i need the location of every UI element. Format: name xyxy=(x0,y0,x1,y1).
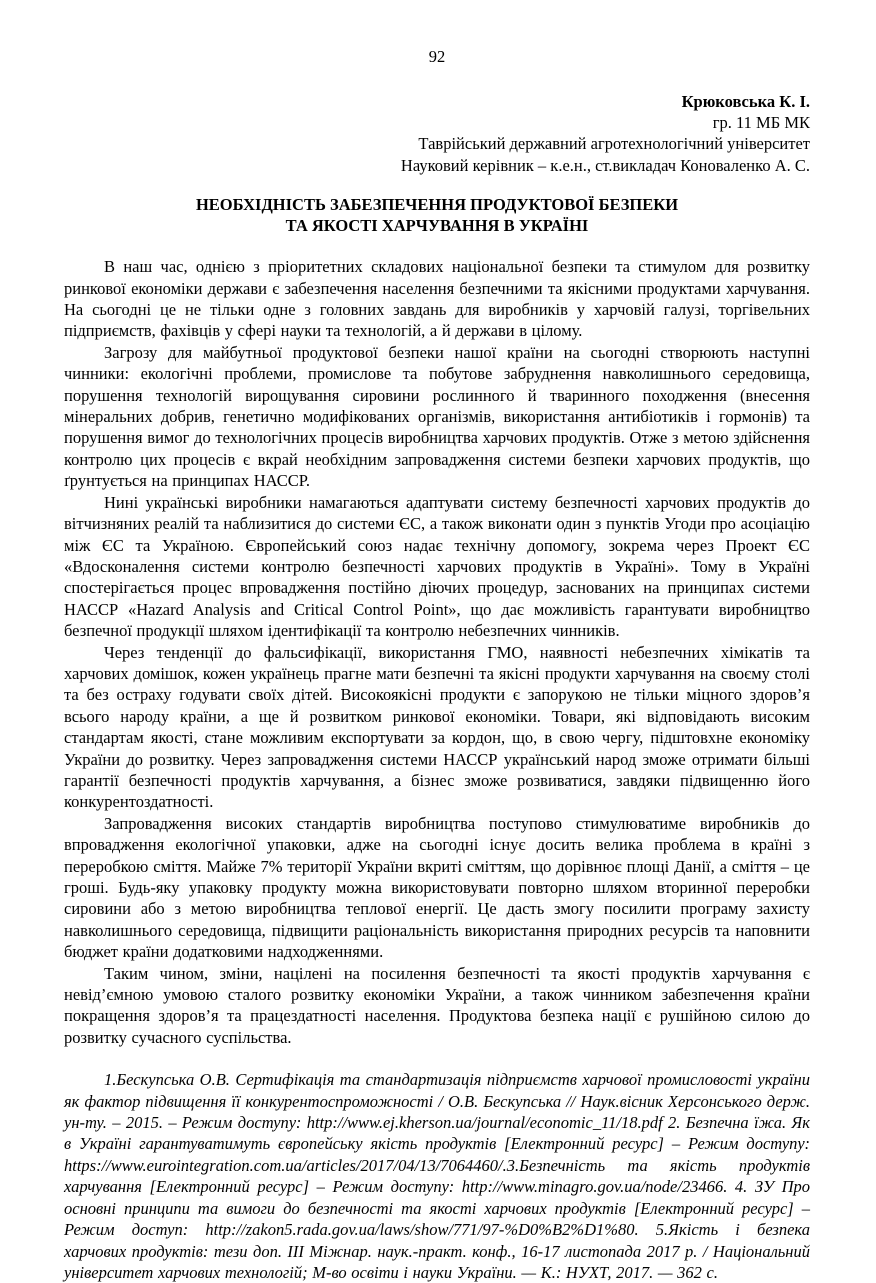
body-paragraph: Таким чином, зміни, націлені на посилення безпечності та якості продуктів харчування є невід’ємною умовою сталого розвитку економіки України, а також чинником забезпечення країни покращення здоров’я та працездатності населення. Продуктова безпека нації є рушійною силою до розвитку сучасного суспільства. xyxy=(64,963,810,1047)
body-paragraph: Запровадження високих стандартів виробництва поступово стимулюватиме виробників до впровадження екологічної упаковки, адже на сьогодні існує досить велика проблема в країні з переробкою сміття. Майже 7% території України вкриті сміттям, що дорівнює площі Данії, а сміття – це гроші. Будь-яку упаковку продукту можна використовувати повторно шляхом вторинної переробки сировини або з метою виробництва теплової енергії. Це дасть змогу посилити програму захисту навколишнього середовища, підвищити раціональність використання природних ресурсів та наповнити бюджет країни додатковими надходженнями. xyxy=(64,813,810,962)
paper-body xyxy=(64,256,810,1283)
body-paragraph: В наш час, однією з пріоритетних складових національної безпеки та стимулом для розвитку ринкової економіки держави є забезпечення населення безпечними та якісними продуктами харчування. На сьогодні це не тільки одне з головних завдань для виробників у харчовій галузі, торгівельних підприємств, фахівців у сфері науки та технологій, а й держави в цілому. xyxy=(64,257,810,341)
body-paragraph: Нині українські виробники намагаються адаптувати систему безпечності харчових продуктів до вітчизняних реалій та наблизитися до системи ЄС, а також виконати один з пунктів Угоди про асоціацію між ЄС та Україною. Європейський союз надає технічну допомогу, зокрема через Проект ЄС «Вдосконалення системи контролю безпечності харчових продуктів в Україні». Тому в Україні спостерігається процес впровадження постійно діючих процедур, заснованих на принципах системи НАССР «Hazard Analysis and Critical Control Point», що дає можливість гарантувати виробництво безпечної продукції шляхом ідентифікації та контролю небезпечних чинників. xyxy=(64,492,810,641)
author-group: гр. 11 МБ МК xyxy=(712,113,810,133)
author-name: Крюковська К. І. xyxy=(681,92,810,111)
references-paragraph: 1.Бескупська О.В. Сертифікація та стандартизація підприємств харчової промисловості україни як фактор підвищення її конкурентоспроможності / О.В. Бескупська // Наук.вісник Херсонського держ. ун-ту. – 2015. – Режим доступу: http://www.ej.kherson.ua/journal/economic_11/18.pdf 2. Безпечна їжа. Як в Україні гарантуватимуть європейську якість продуктів [Електронний ресурс] – Режим доступу: https://www.eurointegration.com.ua/articles/2017/04/13/7064460/.3.Безпечність та якість продуктів харчування [Електронний ресурс] – Режим доступу: http://www.minagro.gov.ua/node/23466. 4. ЗУ Про основні принципи та вимоги до безпечності та якості харчових продуктів [Електронний ресурс] – Режим доступ: http://zakon5.rada.gov.ua/laws/show/771/97-%D0%B2%D1%80. 5.Якість і безпека харчових продуктів: тези доп. ІІІ Міжнар. наук.-практ. конф., 16-17 листопада 2017 р. / Національний університет харчових технологій; М-во освіти і науки України. — К.: НУХТ, 2017. — 362 с. xyxy=(64,1070,810,1282)
page-number: 92 xyxy=(428,47,446,66)
paper-title-line-2: ТА ЯКОСТІ ХАРЧУВАННЯ В УКРАЇНІ xyxy=(285,216,589,236)
paper-title xyxy=(64,194,810,236)
scientific-advisor: Науковий керівник – к.е.н., ст.викладач Коноваленко А. С. xyxy=(400,155,810,175)
body-paragraph: Через тенденції до фальсифікації, використання ГМО, наявності небезпечних хімікатів та харчових домішок, кожен українець прагне мати безпечні та якісні продукти харчування на своєму столі та без остраху годувати своїх дітей. Високоякісні продукти є запорукою не тільки міцного здоров’я всього народу країни, а ще й розвитком ринкової економіки. Товари, які відповідають високим стандартам якості, стане можливим експортувати за кордон, що, в свою чергу, підштовхне економіку України до розвитку. Через запровадження системи НАССР український народ зможе отримати більші гарантії безпечності продуктів харчування, а бізнес зможе розвиватися, завдяки підвищенню його конкурентоздатності. xyxy=(64,642,810,812)
author-university: Таврійський державний агротехнологічний університет xyxy=(418,134,810,154)
paper-title-line-1: НЕОБХІДНІСТЬ ЗАБЕЗПЕЧЕННЯ ПРОДУКТОВОЇ БЕЗПЕКИ xyxy=(195,194,679,214)
body-paragraph: Загрозу для майбутньої продуктової безпеки нашої країни на сьогодні створюють наступні чинники: екологічні проблеми, промислове та побутове забруднення навколишнього середовища, порушення технологій вирощування сировини рослинного й тваринного походження (внесення мінеральних добрив, генетично модифікованих організмів, використання антибіотиків і гормонів) та порушення вимог до технологічних процесів виробництва харчових продуктів. Отже з метою здійснення контролю цих процесів є вкрай необхідним запровадження системи безпеки харчових продуктів, що ґрунтується на принципах НАССР. xyxy=(64,342,810,491)
author-block xyxy=(64,91,810,176)
